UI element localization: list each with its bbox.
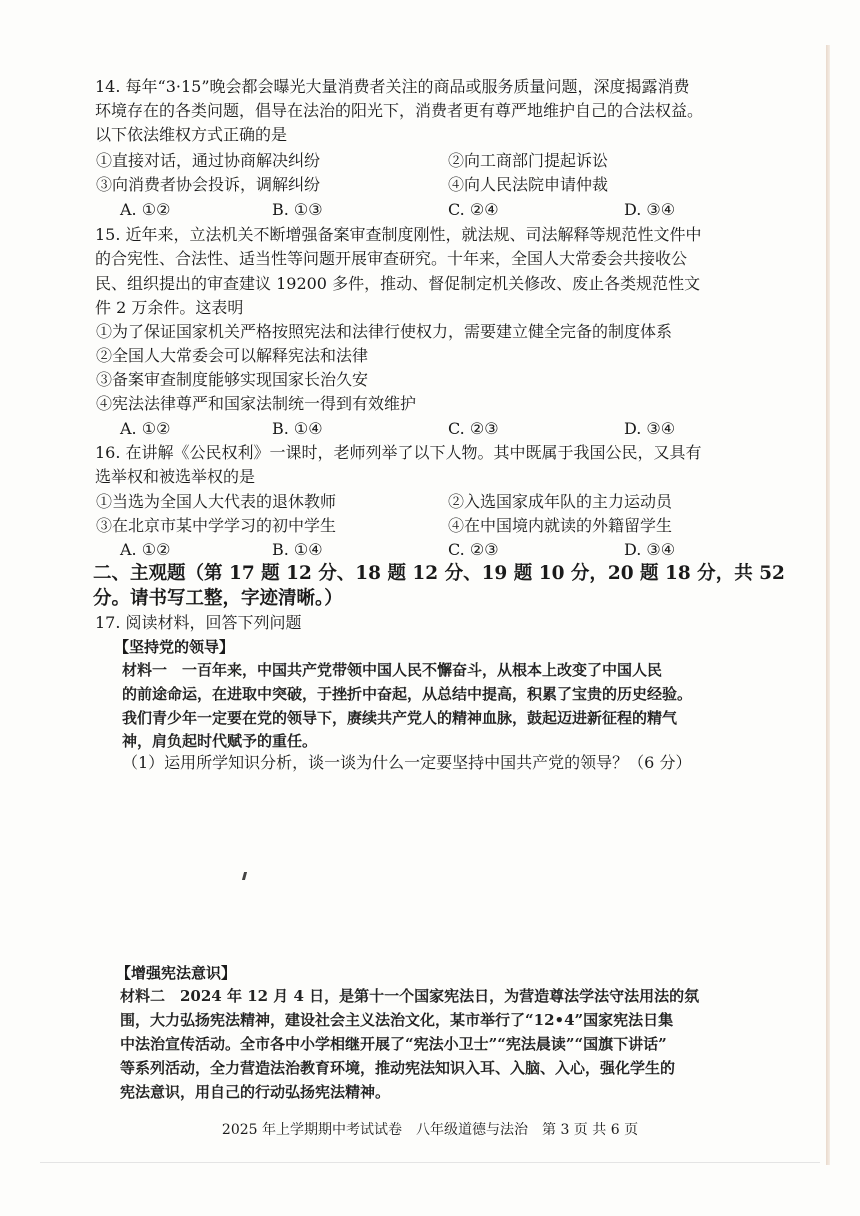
material-2-line-5: 宪法意识，用自己的行动弘扬宪法精神。 — [120, 1083, 391, 1101]
q14-item-3: ③向消费者协会投诉，调解纠纷 — [96, 175, 321, 194]
q16-choice-a[interactable]: A. ①② — [120, 540, 171, 559]
q16-choice-b[interactable]: B. ①④ — [272, 540, 323, 559]
q15-stem-line-2: 的合宪性、合法性、适当性等问题开展审查研究。十年来，全国人大常委会共接收公 — [95, 249, 688, 268]
q15-item-1: ①为了保证国家机关严格按照宪法和法律行使权力，需要建立健全完备的制度体系 — [96, 322, 673, 341]
material-1-line-2: 的前途命运，在进取中突破，于挫折中奋起，从总结中提高，积累了宝贵的历史经验。 — [122, 685, 693, 703]
material-1-line-1: 材料一 一百年来，中国共产党带领中国人民不懈奋斗，从根本上改变了中国人民 — [122, 661, 663, 679]
page-footer: 2025 年上学期期中考试试卷 八年级道德与法治 第 3 页 共 6 页 — [221, 1122, 639, 1138]
q14-item-4: ④向人民法院申请仲裁 — [448, 175, 609, 194]
q15-choice-d[interactable]: D. ③④ — [624, 419, 676, 438]
q15-choice-b[interactable]: B. ①④ — [272, 419, 323, 438]
q14-stem-line-1: 14. 每年“3·15”晚会都会曝光大量消费者关注的商品或服务质量问题，深度揭露消费 — [95, 77, 690, 96]
q17-sub-question-1: （1）运用所学知识分析，谈一谈为什么一定要坚持中国共产党的领导？（6 分） — [122, 753, 692, 772]
q16-choice-c[interactable]: C. ②③ — [448, 540, 499, 559]
q15-stem-line-3: 民、组织提出的审查建议 19200 多件，推动、督促制定机关修改、废止各类规范性文 — [95, 274, 701, 293]
q15-item-3: ③备案审查制度能够实现国家长治久安 — [96, 370, 369, 389]
q14-stem-line-2: 环境存在的各类问题，倡导在法治的阳光下，消费者更有尊严地维护自己的合法权益。 — [95, 101, 704, 120]
q17-tag-constitution: 【增强宪法意识】 — [116, 964, 237, 982]
q16-item-2: ②入选国家成年队的主力运动员 — [448, 492, 673, 511]
q16-item-4: ④在中国境内就读的外籍留学生 — [448, 516, 673, 535]
page-bottom-border — [40, 1162, 820, 1163]
q17-tag-party-leadership: 【坚持党的领导】 — [114, 638, 235, 656]
q15-item-2: ②全国人大常委会可以解释宪法和法律 — [96, 346, 369, 365]
q15-choice-a[interactable]: A. ①② — [120, 419, 171, 438]
q16-choice-d[interactable]: D. ③④ — [624, 540, 676, 559]
q14-stem-line-3: 以下依法维权方式正确的是 — [95, 125, 288, 144]
q16-item-3: ③在北京市某中学学习的初中学生 — [96, 516, 337, 535]
q15-stem-line-4: 件 2 万余件。这表明 — [95, 298, 244, 317]
q15-item-4: ④宪法法律尊严和国家法制统一得到有效维护 — [96, 394, 417, 413]
material-2-line-1: 材料二 2024 年 12 月 4 日，是第十一个国家宪法日，为营造尊法学法守法用法的氛 — [120, 987, 700, 1005]
material-1-line-3: 我们青少年一定要在党的领导下，赓续共产党人的精神血脉，鼓起迈进新征程的精气 — [122, 709, 678, 727]
q16-stem-line-1: 16. 在讲解《公民权利》一课时，老师列举了以下人物。其中既属于我国公民，又具有 — [95, 443, 702, 462]
q14-item-2: ②向工商部门提起诉讼 — [448, 151, 609, 170]
material-2-line-4: 等系列活动，全力营造法治教育环境，推动宪法知识入耳、入脑、入心，强化学生的 — [120, 1059, 676, 1077]
material-2-line-3: 中法治宣传活动。全市各中小学相继开展了“宪法小卫士”“宪法晨读”“国旗下讲话” — [120, 1035, 667, 1053]
q16-item-1: ①当选为全国人大代表的退休教师 — [96, 492, 337, 511]
q16-stem-line-2: 选举权和被选举权的是 — [95, 467, 256, 486]
q15-stem-line-1: 15. 近年来，立法机关不断增强备案审查制度刚性，就法规、司法解释等规范性文件中 — [95, 225, 702, 244]
q14-choice-c[interactable]: C. ②④ — [448, 200, 499, 219]
q14-choice-d[interactable]: D. ③④ — [624, 200, 676, 219]
q15-choice-c[interactable]: C. ②③ — [448, 419, 499, 438]
q14-choice-b[interactable]: B. ①③ — [272, 200, 323, 219]
q17-title: 17. 阅读材料，回答下列问题 — [95, 613, 302, 632]
material-1-line-4: 神，肩负起时代赋予的重任。 — [122, 732, 318, 750]
section-2-heading-line-2: 分。请书写工整，字迹清晰。） — [93, 588, 343, 609]
stray-mark — [242, 872, 247, 880]
page-edge — [826, 45, 830, 1165]
material-2-line-2: 围，大力弘扬宪法精神，建设社会主义法治文化，某市举行了“12•4”国家宪法日集 — [120, 1011, 674, 1029]
q14-choice-a[interactable]: A. ①② — [120, 200, 171, 219]
section-2-heading-line-1: 二、主观题（第 17 题 12 分、18 题 12 分、19 题 10 分，20 题 18 分，共 52 — [93, 563, 785, 584]
q14-item-1: ①直接对话，通过协商解决纠纷 — [96, 151, 321, 170]
